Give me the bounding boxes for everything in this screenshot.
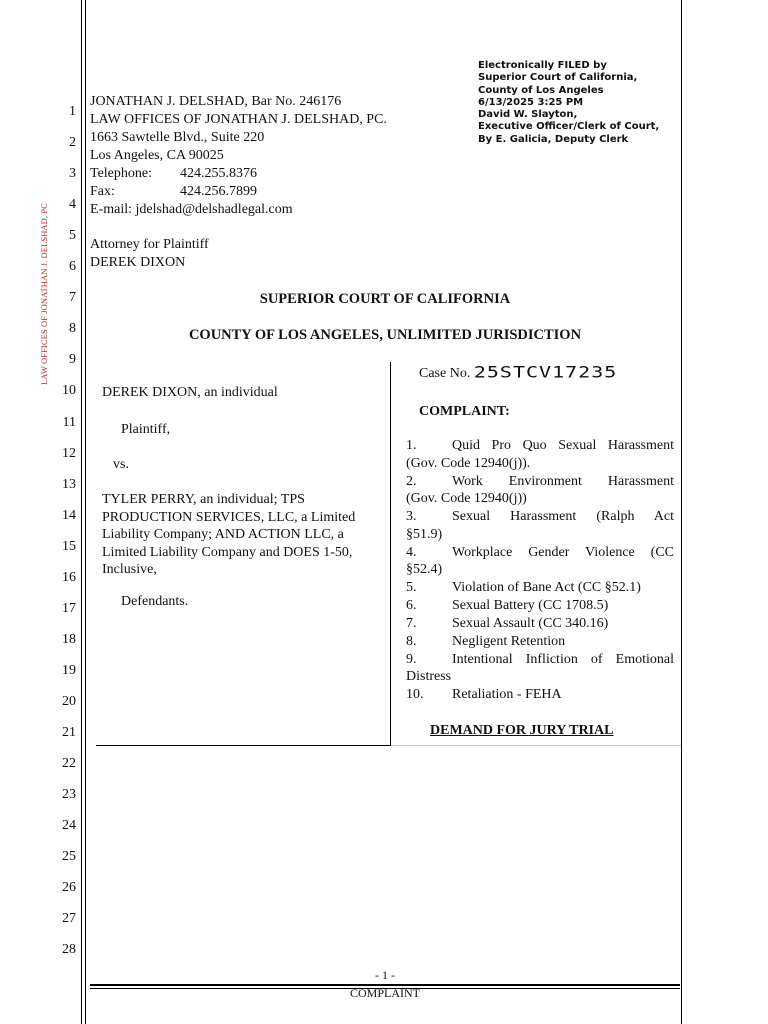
attorney-block [90, 93, 387, 219]
page-number: - 1 - [375, 968, 395, 982]
complaint-label: COMPLAINT: [419, 404, 510, 419]
cause-number: 8. [406, 633, 417, 649]
cause-number: 9. [406, 651, 417, 667]
stamp-line: Executive Officer/Clerk of Court, [478, 121, 660, 133]
line-number: 2 [69, 135, 76, 151]
cause-of-action [406, 615, 674, 633]
case-number-value: 25STCV17235 [473, 362, 618, 382]
defendants-line: Limited Liability Company and DOES 1-50, [102, 544, 353, 560]
cause-of-action [406, 633, 674, 651]
defendants-line: TYLER PERRY, an individual; TPS [102, 492, 305, 507]
cause-of-action [406, 544, 674, 579]
line-number: 7 [69, 290, 76, 306]
plaintiff-label: Plaintiff, [121, 422, 171, 437]
line-number: 22 [62, 756, 76, 772]
stamp-line: 6/13/2025 3:25 PM [478, 96, 584, 108]
cause-line [406, 544, 674, 562]
defendants-line: Inclusive, [102, 562, 157, 577]
line-number: 21 [62, 725, 76, 740]
cause-line-continued: (Gov. Code 12940(j)) [406, 491, 527, 507]
stamp-line: County of Los Angeles [478, 84, 604, 96]
line-number: 9 [69, 352, 76, 368]
court-title: SUPERIOR COURT OF CALIFORNIA [259, 291, 511, 307]
line-number: 12 [62, 445, 76, 461]
cause-number: 4. [406, 544, 417, 560]
line-number: 27 [62, 911, 76, 927]
stamp-line: Electronically FILED by [478, 60, 607, 71]
cause-line [406, 597, 674, 615]
cause-title: Sexual Battery (CC 1708.5) [452, 598, 609, 614]
cause-line [406, 508, 674, 526]
cause-title: Intentional Infliction of Emotional [452, 651, 674, 667]
cause-line [406, 437, 674, 455]
cause-of-action [406, 508, 674, 543]
cause-title: Retaliation - FEHA [452, 687, 562, 703]
cause-line [406, 473, 674, 491]
address-line-1: 1663 Sawtelle Blvd., Suite 220 [90, 130, 265, 145]
cause-line-continued: §52.4) [406, 562, 443, 578]
cause-of-action [406, 651, 674, 686]
line-number: 5 [69, 228, 76, 244]
fax-value: 424.256.7899 [180, 184, 257, 199]
line-number: 16 [62, 569, 76, 585]
client-name: DEREK DIXON [90, 255, 186, 270]
line-number: 3 [69, 166, 76, 182]
line-number: 28 [62, 942, 76, 958]
stamp-line: By E. Galicia, Deputy Clerk [478, 133, 629, 145]
cause-number: 5. [406, 580, 417, 596]
cause-title: Sexual Assault (CC 340.16) [452, 616, 609, 631]
stamp-line: David W. Slayton, [478, 109, 578, 121]
caption-right-rule [391, 745, 681, 746]
case-number-row [419, 363, 617, 383]
line-number: 13 [62, 476, 76, 492]
cause-of-action [406, 437, 674, 472]
cause-number: 1. [406, 438, 417, 453]
email-line: E-mail: jdelshad@delshadlegal.com [90, 202, 293, 217]
line-number: 19 [62, 662, 76, 678]
attorney-for-block [90, 236, 209, 272]
line-number: 26 [62, 880, 76, 896]
telephone-value: 424.255.8376 [180, 166, 257, 181]
firm-name: LAW OFFICES OF JONATHAN J. DELSHAD, PC. [90, 112, 387, 127]
cause-title: Violation of Bane Act (CC §52.1) [452, 580, 641, 596]
defendants-line: Liability Company; AND ACTION LLC, a [102, 527, 344, 542]
right-margin-rule [681, 0, 682, 1024]
side-firm-label-text: LAW OFFICES OF JONATHAN J. DELSHAD, PC [39, 203, 49, 385]
address-line-2: Los Angeles, CA 90025 [90, 148, 224, 163]
defendants-label: Defendants. [121, 593, 189, 609]
cause-line-continued: Distress [406, 669, 452, 685]
line-number: 25 [62, 849, 76, 865]
caption-left [102, 384, 355, 611]
line-number: 10 [62, 383, 76, 399]
cause-number: 2. [406, 473, 417, 489]
cause-line [406, 686, 674, 704]
cause-number: 7. [406, 616, 417, 631]
cause-number: 3. [406, 509, 417, 525]
line-number: 18 [62, 631, 76, 647]
caption-bottom-rule [96, 745, 390, 746]
line-number: 6 [69, 259, 76, 275]
cause-line [406, 579, 674, 597]
jury-demand: DEMAND FOR JURY TRIAL [430, 723, 614, 738]
cause-title: Sexual Harassment (Ralph Act [452, 509, 674, 525]
footer-title: COMPLAINT [349, 986, 420, 1000]
cause-of-action [406, 473, 674, 508]
line-number: 17 [62, 600, 76, 616]
stamp-line: Superior Court of California, [478, 72, 638, 84]
filing-stamp [478, 60, 659, 146]
line-number: 20 [62, 693, 76, 709]
line-number: 24 [62, 818, 76, 834]
line-number: 23 [62, 787, 76, 803]
attorney-for-label: Attorney for Plaintiff [90, 237, 209, 252]
telephone-label: Telephone: [90, 166, 152, 181]
defendants-line: PRODUCTION SERVICES, LLC, a Limited [102, 509, 356, 525]
line-number: 8 [69, 321, 76, 337]
attorney-name: JONATHAN J. DELSHAD, Bar No. 246176 [90, 94, 342, 109]
cause-line-continued: §51.9) [406, 526, 443, 542]
cause-of-action [406, 579, 674, 597]
fax-label: Fax: [90, 184, 115, 199]
line-number: 11 [62, 414, 76, 430]
caption-divider [390, 362, 391, 746]
case-number-label: Case No. [419, 366, 471, 381]
cause-title: Workplace Gender Violence (CC [452, 544, 674, 560]
cause-line [406, 651, 674, 669]
cause-number: 10. [406, 687, 424, 703]
line-number: 15 [62, 538, 76, 554]
plaintiff-name: DEREK DIXON, an individual [102, 385, 278, 400]
telephone-row [90, 165, 387, 183]
line-number: 1 [69, 104, 76, 119]
cause-title: Negligent Retention [452, 633, 566, 649]
cause-number: 6. [406, 598, 417, 614]
cause-of-action [406, 686, 674, 704]
versus-label: vs. [113, 457, 129, 472]
cause-title: Work Environment Harassment [452, 473, 674, 489]
cause-of-action [406, 597, 674, 615]
cause-line-continued: (Gov. Code 12940(j)). [406, 455, 531, 471]
cause-title: Quid Pro Quo Sexual Harassment [452, 438, 674, 453]
fax-row [90, 183, 387, 201]
cause-line [406, 633, 674, 651]
cause-line [406, 615, 674, 633]
left-margin-rule-outer [81, 0, 82, 1024]
line-number: 4 [69, 197, 76, 213]
left-margin-rule-inner [85, 0, 86, 1024]
court-county: COUNTY OF LOS ANGELES, UNLIMITED JURISDICTION [188, 327, 582, 343]
line-number: 14 [62, 507, 76, 523]
defendants-block [102, 491, 355, 579]
